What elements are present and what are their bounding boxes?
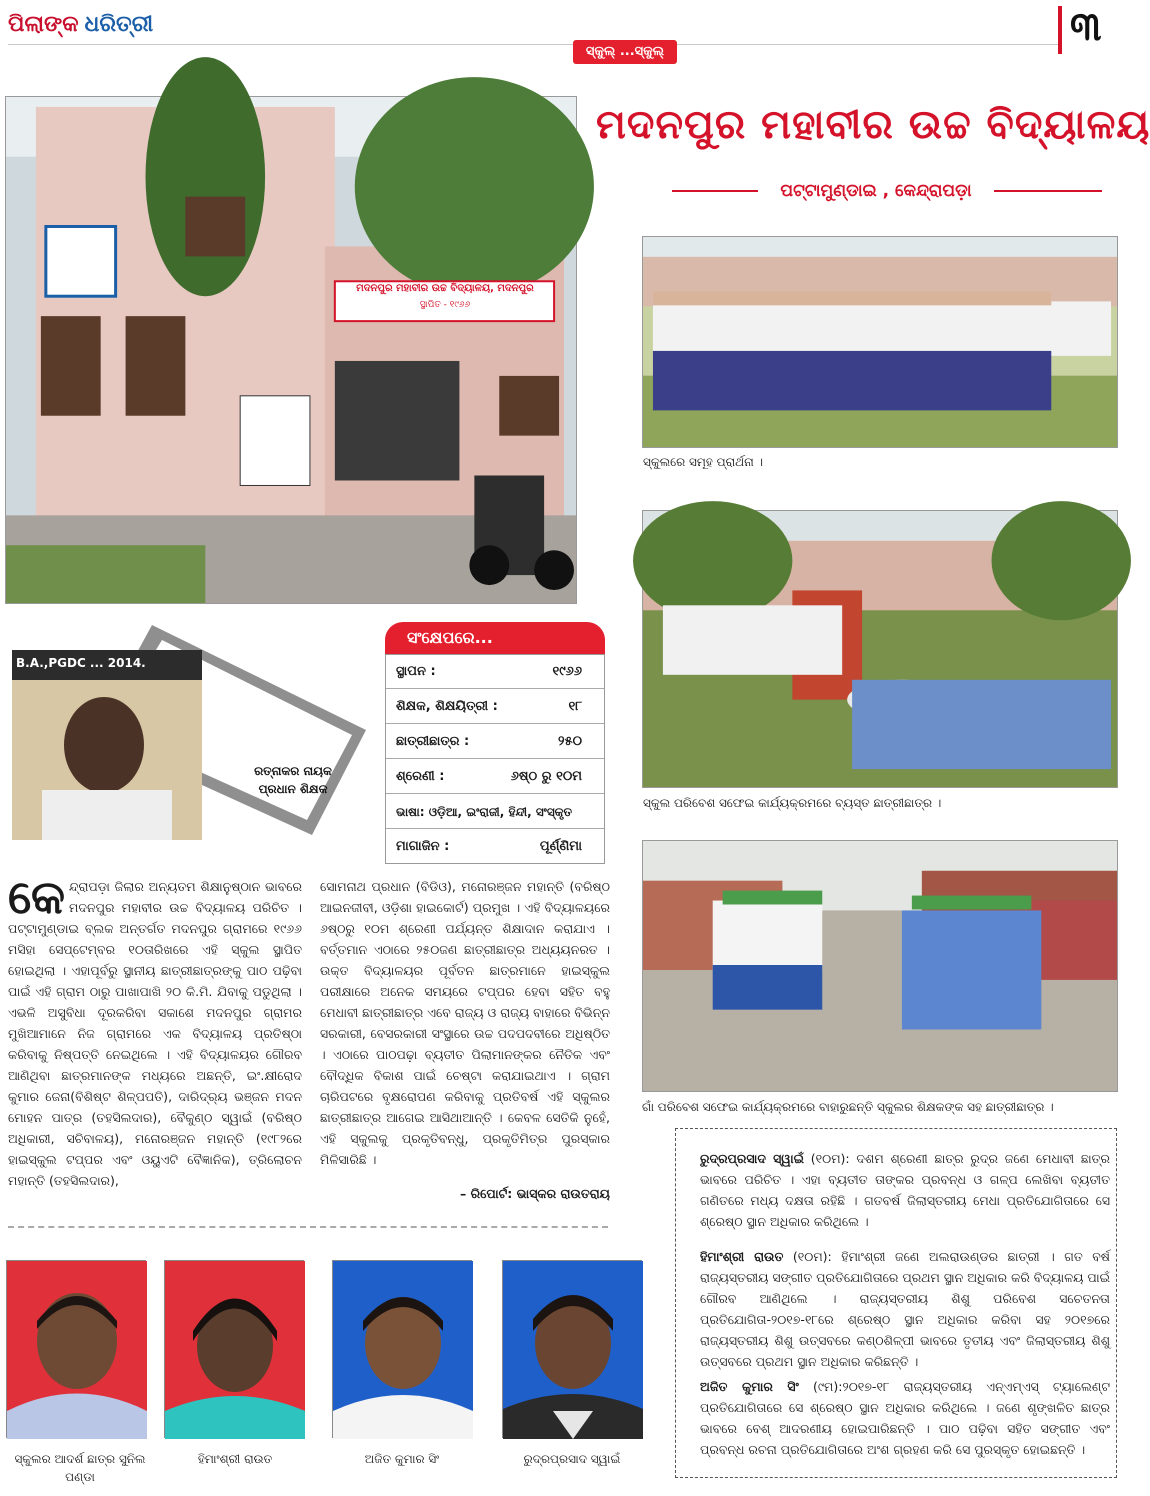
profile-text: (୧୦ମ): ଦଶମ ଶ୍ରେଣୀ ଛାତ୍ର ରୁଦ୍ର ଜଣେ ମେଧାବୀ ଛାତ୍ର ଭାବରେ ପରିଚିତ । ଏହା ବ୍ୟତୀତ ତାଙ୍କର ପ୍ରବନ୍ଧ ଓ ଗଳ୍ପ ଲେଖିବା ବ୍ୟତୀତ ଗଣିତରେ ମଧ୍ୟ ଦକ୍ଷତା ରହିଛି । ଗତବର୍ଷ ଜିଲାସ୍ତରୀୟ ମେଧା ପ୍ରତିଯୋଗିତାରେ ସେ ଶ୍ରେଷ୍ଠ ସ୍ଥାନ ଅଧିକାର କରିଥିଲେ । [700,1151,1110,1229]
masthead-part2: ଧରିତ୍ରୀ [84,12,154,37]
portrait-photo [332,1260,472,1438]
dashed-separator [8,1226,608,1228]
summary-row [386,690,604,724]
headmaster-name: ରତ୍ନାକର ନାୟକ [254,764,332,778]
photo-caption: ସ୍କୁଲ ପରିବେଶ ସଫେଇ କାର୍ଯ୍ୟକ୍ରମରେ ବ୍ୟସ୍ତ ଛାତ୍ରୀଛାତ୍ର । [643,796,942,810]
summary-row [386,725,604,759]
photo-caption: ଗାଁ ପରିବେଶ ସଫେଇ କାର୍ଯ୍ୟକ୍ରମରେ ବାହାରୁଛନ୍ତି ସ୍କୁଲର ଶିକ୍ଷକଙ୍କ ସହ ଛାତ୍ରୀଛାତ୍ର । [642,1100,1054,1114]
summary-key: ଭାଷା: ଓଡ଼ିଆ, ଇଂରାଜୀ, ହିନ୍ଦୀ, ସଂସ୍କୃତ [396,805,573,819]
page-number: ୩ [1070,3,1102,50]
headmaster-photo-banner: B.A.,PGDC ... 2014. [16,656,146,670]
summary-value: ୧୯୬୬ [552,664,582,679]
summary-row [386,760,604,794]
portrait-caption: ସ୍କୁଲର ଆଦର୍ଶ ଛାତ୍ର ସୁନିଲ ପଣ୍ଡା [14,1452,146,1484]
summary-value: ୨୫୦ [558,734,582,749]
dropcap: କେ [8,870,66,924]
school-sign-subtext: ସ୍ଥାପିତ - ୧୯୬୬ [419,300,471,310]
subhead: ପଟ୍ଟାମୁଣ୍ଡାଇ , କେନ୍ଦ୍ରାପଡ଼ା [780,181,972,201]
summary-title: ସଂକ୍ଷେପରେ... [385,622,605,654]
summary-box [385,654,605,864]
summary-row [386,655,604,689]
profile-entry [700,1376,1110,1464]
summary-key: ଶିକ୍ଷକ, ଶିକ୍ଷୟିତ୍ରୀ : [396,699,498,714]
profile-name: ହିମାଂଶ୍ରୀ ରାଉତ [700,1249,784,1264]
summary-row [386,830,604,864]
masthead-logo [8,8,168,42]
article-text-2: ସୋମନାଥ ପ୍ରଧାନ (ବିଡିଓ), ମନୋରଞ୍ଜନ ମହାନ୍ତି (ବରିଷ୍ଠ ଆଇନଜୀବୀ, ଓଡ଼ିଶା ହାଇକୋର୍ଟ) ପ୍ରମୁଖ । ଏହି ବିଦ୍ୟାଳୟରେ ୬ଷ୍ଠରୁ ୧୦ମ ଶ୍ରେଣୀ ପର୍ଯ୍ୟନ୍ତ ଶିକ୍ଷାଦାନ କରାଯାଏ । ବର୍ତ୍ତମାନ ଏଠାରେ ୨୫୦ଜଣ ଛାତ୍ରୀଛାତ୍ର ଅଧ୍ୟୟନରତ । ଉକ୍ତ ବିଦ୍ୟାଳୟର ପୂର୍ବତନ ଛାତ୍ରମାନେ ହାଇସ୍କୁଲ ପରୀକ୍ଷାରେ ଅନେକ ସମୟରେ ଟପ୍ପର ହେବା ସହିତ ବହୁ ମେଧାବୀ ଛାତ୍ରୀଛାତ୍ର ଏବେ ରାଜ୍ୟ ଓ ରାଜ୍ୟ ବାହାରେ ବିଭିନ୍ନ ସରକାରୀ, ବେସରକାରୀ ସଂସ୍ଥାରେ ଉଚ୍ଚ ପଦପଦବୀରେ ଅଧିଷ୍ଠିତ । ଏଠାରେ ପାଠପଢ଼ା ବ୍ୟତୀତ ପିଲାମାନଙ୍କର ନୈତିକ ଏବଂ ବୌଦ୍ଧିକ ବିକାଶ ପାଇଁ ଚେଷ୍ଟା କରାଯାଇଥାଏ । ଗ୍ରାମ ଚାରିପଟରେ ବୃକ୍ଷରୋପଣ କରିବାକୁ ପ୍ରତିବର୍ଷ ଏହି ସ୍କୁଲର ଛାତ୍ରୀଛାତ୍ର ଆଗେଇ ଆସିଥାଆନ୍ତି । କେବଳ ସେତିକି ନୁହେଁ, ଏହି ସ୍କୁଲକୁ ପ୍ରକୃତିବନ୍ଧୁ, ପ୍ରକୃତିମିତ୍ର ପୁରସ୍କାର ମିଳିସାରିଛି । [320,879,610,1167]
byline: – ରିପୋର୍ଟ: ଭାସ୍କର ରାଉତରାୟ [460,1186,610,1201]
section-tag: ସ୍କୁଲ୍ ...ସ୍କୁଲ୍ [573,40,677,64]
portrait-caption: ରୁଦ୍ରପ୍ରସାଦ ସ୍ୱାଇଁ [523,1452,621,1466]
summary-key: ଶ୍ରେଣୀ : [396,769,445,784]
portrait-photo [164,1260,304,1438]
subhead-rule-right [994,190,1102,192]
school-cleaning-photo [642,510,1118,788]
profile-entry [700,1246,1111,1369]
profile-name: ରୁଦ୍ରପ୍ରସାଦ ସ୍ୱାଇଁ [700,1151,804,1166]
portrait-caption: ହିମାଂଶ୍ରୀ ରାଉତ [197,1452,273,1466]
profile-text: (୧୦ମ): ହିମାଂଶ୍ରୀ ଜଣେ ଅଲରାଉଣ୍ଡର ଛାତ୍ରୀ । ଗତ ବର୍ଷ ରାଜ୍ୟସ୍ତରୀୟ ସଙ୍ଗୀତ ପ୍ରତିଯୋଗିତାରେ ପ୍ରଥମ ସ୍ଥାନ ଅଧିକାର କରି ବିଦ୍ୟାଳୟ ପାଇଁ ଗୌରବ ଆଣିଥିଲେ । ରାଜ୍ୟସ୍ତରୀୟ ଶିଶୁ ପରିବେଶ ସଚେତନତା ପ୍ରତିଯୋଗିତା-୨୦୧୭-୧୮ରେ ଶ୍ରେଷ୍ଠ ସ୍ଥାନ ଅଧିକାର କରିବା ସହ ୨୦୧୭ରେ ରାଜ୍ୟସ୍ତରୀୟ ଶିଶୁ ଉତ୍ସବରେ କଣ୍ଠଶିଳ୍ପୀ ଭାବରେ ତୃତୀୟ ଏବଂ ଜିଲାସ୍ତରୀୟ ଶିଶୁ ଉତ୍ସବରେ ପ୍ରଥମ ସ୍ଥାନ ଅଧିକାର କରିଛନ୍ତି । [700,1249,1111,1369]
assembly-photo [642,236,1118,448]
summary-value: ପୂର୍ଣ୍ଣିମା [539,839,582,854]
portrait-photo [502,1260,642,1438]
headmaster-name-block [233,762,353,802]
portrait-caption: ଅଜିତ କୁମାର ସିଂ [364,1452,440,1466]
summary-row [386,795,604,829]
summary-key: ଛାତ୍ରୀଛାତ୍ର : [396,734,470,749]
school-building-photo [5,96,577,604]
article-column-1 [8,870,302,1188]
article-text-1: ନ୍ଦ୍ରାପଡ଼ା ଜିଲାର ଅନ୍ୟତମ ଶିକ୍ଷାନୁଷ୍ଠାନ ଭାବରେ ମଦନପୁର ମହାବୀର ଉଚ୍ଚ ବିଦ୍ୟାଳୟ ପରିଚିତ । ପଟ୍ଟାମୁଣ୍ଡାଇ ବ୍ଲକ ଅନ୍ତର୍ଗତ ମଦନପୁର ଗ୍ରାମରେ ୧୯୬୬ ମସିହା ସେପ୍ଟେମ୍ବର ୧୦ତାରିଖରେ ଏହି ସ୍କୁଲ ସ୍ଥାପିତ ହୋଇଥିଲା । ଏହାପୂର୍ବରୁ ସ୍ଥାନୀୟ ଛାତ୍ରୀଛାତ୍ରଙ୍କୁ ପାଠ ପଢ଼ିବା ପାଇଁ ଏହି ଗ୍ରାମ ଠାରୁ ପାଖାପାଖି ୨୦ କି.ମି. ଯିବାକୁ ପଡୁଥିଲା । ଏଭଳି ଅସୁବିଧା ଦୂରକରିବା ସକାଶେ ମଦନପୁର ଗ୍ରାମର ମୁଖିଆମାନେ ନିଜ ଗ୍ରାମରେ ଏକ ବିଦ୍ୟାଳୟ ପ୍ରତିଷ୍ଠା କରିବାକୁ ନିଷ୍ପତ୍ତି ନେଇଥିଲେ । ଏହି ବିଦ୍ୟାଳୟର ଗୌରବ ଆଣିଥିବା ଛାତ୍ରମାନଙ୍କ ମଧ୍ୟରେ ଅଛନ୍ତି, ଇଂ.କ୍ଷୀରୋଦ କୁମାର ଜେନା(ବିଶିଷ୍ଟ ଶିଳ୍ପପତି), ଦାରିଦ୍ର୍ୟ ଭଞ୍ଜନ ମଦନ ମୋହନ ପାତ୍ର (ତହସିଲଦାର), ବୈକୁଣ୍ଠ ସ୍ୱାଇଁ (ବରିଷ୍ଠ ଅଧିକାରୀ, ସଚିବାଳୟ), ମନୋରଞ୍ଜନ ମହାନ୍ତି (୧୯୮୨ରେ ହାଇସ୍କୁଲ ଟପ୍ପର ଏବଂ ଓୟୁଏଟି ବୈଜ୍ଞାନିକ), ତ୍ରିଲୋଚନ ମହାନ୍ତି (ତହସିଲଦାର), [8,879,302,1188]
profile-name: ଅଜିତ କୁମାର ସିଂ [700,1379,799,1394]
school-sign-text: ମଦନପୁର ମହାବୀର ଉଚ୍ଚ ବିଦ୍ୟାଳୟ, ମଦନପୁର [356,283,534,294]
summary-value: ୧୮ [568,699,582,714]
profile-entry [700,1148,1110,1232]
portrait-photo [6,1260,146,1438]
headmaster-role: ପ୍ରଧାନ ଶିକ୍ଷକ [258,782,328,796]
village-cleaning-photo [642,840,1118,1092]
article-column-2 [320,876,610,1176]
page-rule [8,44,1058,45]
headline: ମଦନପୁର ମହାବୀର ଉଚ୍ଚ ବିଦ୍ୟାଳୟ [596,102,1150,148]
summary-key: ସ୍ଥାପନ : [396,664,436,679]
profile-text: (୯ମ):୨୦୧୭-୧୮ ରାଜ୍ୟସ୍ତରୀୟ ଏନ୍‌ଏମ୍‌ଏସ୍ ଟ୍ୟାଲେଣ୍ଟ ପ୍ରତିଯୋଗିତାରେ ସେ ଶ୍ରେଷ୍ଠ ସ୍ଥାନ ଅଧିକାର କରିଥିଲେ । ଜଣେ ଶୃଙ୍ଖଳିତ ଛାତ୍ର ଭାବରେ ବେଶ୍ ଆଦରଣୀୟ ହୋଇପାରିଛନ୍ତି । ପାଠ ପଢ଼ିବା ସହିତ ସଙ୍ଗୀତ ଏବଂ ପ୍ରବନ୍ଧ ରଚନା ପ୍ରତିଯୋଗିତାରେ ଅଂଶ ଗ୍ରହଣ କରି ସେ ପୁରସ୍କୃତ ହୋଇଛନ୍ତି । [700,1379,1110,1457]
summary-key: ମାଗାଜିନ : [396,839,450,854]
page-number-bar [1058,6,1062,54]
masthead-part1: ପିଲାଙ୍କ [8,12,79,37]
photo-caption: ସ୍କୁଲରେ ସମୂହ ପ୍ରାର୍ଥନା । [643,455,764,469]
subhead-rule-left [672,190,758,192]
summary-value: ୬ଷ୍ଠ ରୁ ୧୦ମ [510,769,582,784]
